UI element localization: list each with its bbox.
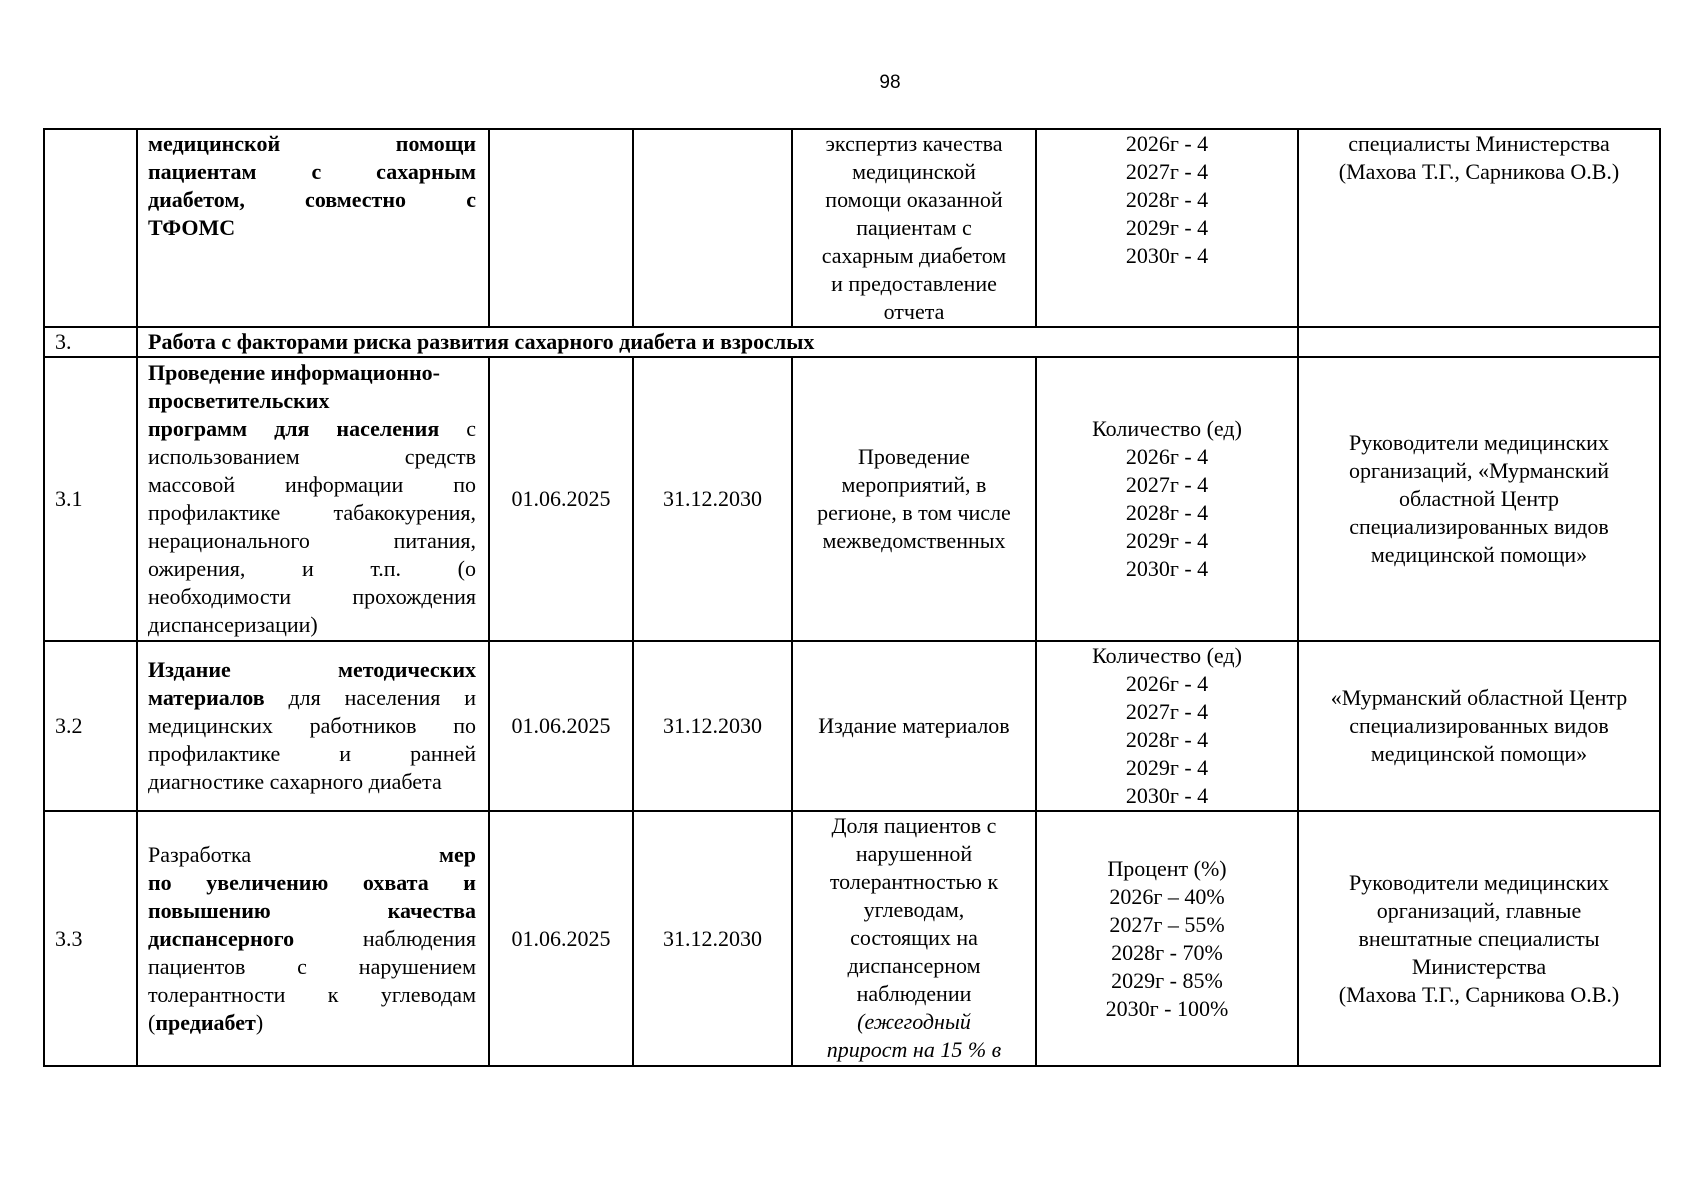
- section-title: Работа с факторами риска развития сахарного диабета и взрослых: [137, 327, 1298, 357]
- description-line: [148, 841, 476, 869]
- description-line: [148, 1009, 476, 1037]
- cell-result: [792, 641, 1036, 811]
- description-line: [148, 925, 476, 953]
- result-line: пациентам с: [856, 215, 972, 240]
- section-number: 3.: [44, 327, 137, 357]
- indicator-line: 2028г - 4: [1125, 727, 1209, 752]
- cell-indicator: [1036, 357, 1298, 641]
- responsible-line: Руководители медицинских: [1349, 430, 1609, 455]
- cell-end-date: [633, 129, 792, 327]
- cell-indicator: [1036, 129, 1298, 327]
- result-line: наблюдении: [856, 981, 972, 1006]
- table-row: [44, 641, 1660, 811]
- indicator-line: 2030г - 4: [1125, 556, 1209, 581]
- indicator-line: Количество (ед): [1092, 643, 1242, 668]
- cell-number: 3.3: [44, 811, 137, 1066]
- section-header-row: [44, 327, 1660, 357]
- description-line: профилактике и ранней: [148, 741, 476, 766]
- result-line: Доля пациентов с: [831, 813, 997, 838]
- result-italic-line: (ежегодный: [857, 1009, 971, 1034]
- responsible-line: Министерства: [1411, 953, 1547, 979]
- result-line: Издание материалов: [818, 713, 1010, 738]
- description-regular-part: для населения и: [264, 685, 476, 710]
- result-line: отчета: [883, 299, 945, 324]
- indicator-line: 2029г - 85%: [1111, 967, 1223, 993]
- responsible-line: (Махова Т.Г., Сарникова О.В.): [1338, 159, 1620, 184]
- indicator-line: 2029г - 4: [1125, 528, 1209, 553]
- responsible-line: Руководители медицинских: [1349, 869, 1609, 895]
- responsible-line: специализированных видов: [1349, 514, 1609, 539]
- description-line: пациентов с нарушением: [148, 953, 476, 979]
- description-regular-part: ): [255, 1009, 264, 1035]
- responsible-line: внештатные специалисты: [1358, 925, 1600, 951]
- cell-start-date: 01.06.2025: [489, 641, 633, 811]
- responsible-line: медицинской помощи»: [1370, 542, 1588, 567]
- cell-description: [137, 129, 489, 327]
- cell-indicator: [1036, 641, 1298, 811]
- description-line: ожирения, и т.п. (о: [148, 556, 476, 581]
- responsible-line: специализированных видов: [1349, 713, 1609, 738]
- cell-description: [137, 641, 489, 811]
- indicator-line: 2029г - 4: [1125, 755, 1209, 780]
- description-bold-part: диспансерного: [148, 925, 295, 951]
- cell-description: [137, 811, 489, 1066]
- indicator-line: 2026г - 4: [1125, 131, 1209, 156]
- description-regular-part: (: [148, 1009, 156, 1035]
- indicator-line: 2030г - 4: [1125, 243, 1209, 268]
- indicator-line: 2026г – 40%: [1109, 883, 1225, 909]
- table-row-continued: [44, 129, 1660, 327]
- result-line: экспертиз качества: [825, 131, 1003, 156]
- description-regular-part: наблюдения: [294, 925, 476, 951]
- responsible-line: специалисты Министерства: [1348, 131, 1610, 156]
- description-bold-part: программ для населения: [148, 416, 440, 441]
- result-line: регионе, в том числе: [817, 500, 1011, 525]
- description-line: диспансеризации): [148, 612, 318, 637]
- cell-number: [44, 129, 137, 327]
- description-line: медицинской помощи: [148, 131, 476, 156]
- description-line: просветительских: [148, 388, 330, 413]
- description-line: массовой информации по: [148, 472, 476, 497]
- cell-end-date: 31.12.2030: [633, 811, 792, 1066]
- result-line: углеводам,: [863, 897, 965, 922]
- result-line: мероприятий, в: [841, 472, 987, 497]
- responsible-line: областной Центр: [1398, 486, 1560, 511]
- cell-result: [792, 357, 1036, 641]
- result-italic-line: прирост на 15 % в: [826, 1037, 1002, 1062]
- result-line: Проведение: [858, 444, 970, 469]
- description-bold-part: предиабет: [155, 1009, 256, 1035]
- indicator-line: 2027г - 4: [1125, 159, 1209, 184]
- cell-indicator: [1036, 811, 1298, 1066]
- indicator-line: 2027г - 4: [1125, 699, 1209, 724]
- cell-responsible: [1298, 811, 1660, 1066]
- responsible-line: «Мурманский областной Центр: [1330, 685, 1628, 710]
- responsible-line: медицинской помощи»: [1370, 741, 1588, 766]
- cell-responsible: [1298, 641, 1660, 811]
- cell-result: [792, 129, 1036, 327]
- description-line: медицинских работников по: [148, 713, 476, 738]
- cell-result: [792, 811, 1036, 1066]
- cell-number: 3.2: [44, 641, 137, 811]
- cell-responsible: [1298, 357, 1660, 641]
- indicator-line: Количество (ед): [1092, 416, 1242, 441]
- cell-end-date: 31.12.2030: [633, 641, 792, 811]
- cell-start-date: 01.06.2025: [489, 357, 633, 641]
- indicator-line: 2028г - 70%: [1111, 939, 1223, 965]
- result-line: диспансерном: [847, 953, 981, 978]
- result-line: нарушенной: [855, 841, 973, 866]
- description-line: по увеличению охвата и: [148, 869, 476, 895]
- result-line: состоящих на: [850, 925, 978, 950]
- description-line: Издание методических: [148, 657, 476, 682]
- indicator-line: 2026г - 4: [1125, 444, 1209, 469]
- cell-description: [137, 357, 489, 641]
- section-empty-cell: [1298, 327, 1660, 357]
- description-line: [148, 684, 476, 712]
- description-bold-part: материалов: [148, 685, 265, 710]
- responsible-line: (Махова Т.Г., Сарникова О.В.): [1338, 981, 1620, 1007]
- description-regular-part: Разработка: [148, 841, 252, 867]
- cell-start-date: [489, 129, 633, 327]
- indicator-line: 2027г – 55%: [1109, 911, 1225, 937]
- indicator-line: 2027г - 4: [1125, 472, 1209, 497]
- description-line: нерационального питания,: [148, 528, 476, 553]
- indicator-line: 2028г - 4: [1125, 500, 1209, 525]
- description-line: Проведение информационно-: [148, 360, 441, 385]
- result-line: медицинской: [852, 159, 976, 184]
- description-line: использованием средств: [148, 444, 476, 469]
- indicator-line: 2026г - 4: [1125, 671, 1209, 696]
- description-line: [148, 415, 476, 443]
- description-line: ТФОМС: [148, 215, 236, 240]
- indicator-line: 2029г - 4: [1125, 215, 1209, 240]
- description-line: необходимости прохождения: [148, 584, 476, 609]
- description-line: профилактике табакокурения,: [148, 500, 476, 525]
- cell-end-date: 31.12.2030: [633, 357, 792, 641]
- description-line: диабетом, совместно с: [148, 187, 476, 212]
- result-line: помощи оказанной: [825, 187, 1003, 212]
- description-bold-part: мер: [439, 841, 476, 867]
- description-regular-part: с: [439, 416, 476, 441]
- responsible-line: организаций, главные: [1376, 897, 1582, 923]
- cell-number: 3.1: [44, 357, 137, 641]
- result-line: сахарным диабетом: [821, 243, 1007, 268]
- indicator-line: 2028г - 4: [1125, 187, 1209, 212]
- indicator-line: Процент (%): [1107, 855, 1227, 881]
- table-row: [44, 811, 1660, 1066]
- indicator-line: 2030г - 100%: [1105, 995, 1229, 1021]
- indicator-line: 2030г - 4: [1125, 783, 1209, 808]
- result-line: и предоставление: [831, 271, 997, 296]
- cell-start-date: 01.06.2025: [489, 811, 633, 1066]
- result-line: межведомственных: [822, 528, 1006, 553]
- description-line: пациентам с сахарным: [148, 159, 476, 184]
- result-line: толерантностью к: [829, 869, 999, 894]
- table-row: [44, 357, 1660, 641]
- description-line: повышению качества: [148, 897, 476, 923]
- description-line: диагностике сахарного диабета: [148, 769, 442, 794]
- action-plan-table: [43, 128, 1661, 1067]
- cell-responsible: [1298, 129, 1660, 327]
- description-line: толерантности к углеводам: [148, 981, 476, 1007]
- page-number: 98: [879, 72, 901, 93]
- responsible-line: организаций, «Мурманский: [1348, 458, 1610, 483]
